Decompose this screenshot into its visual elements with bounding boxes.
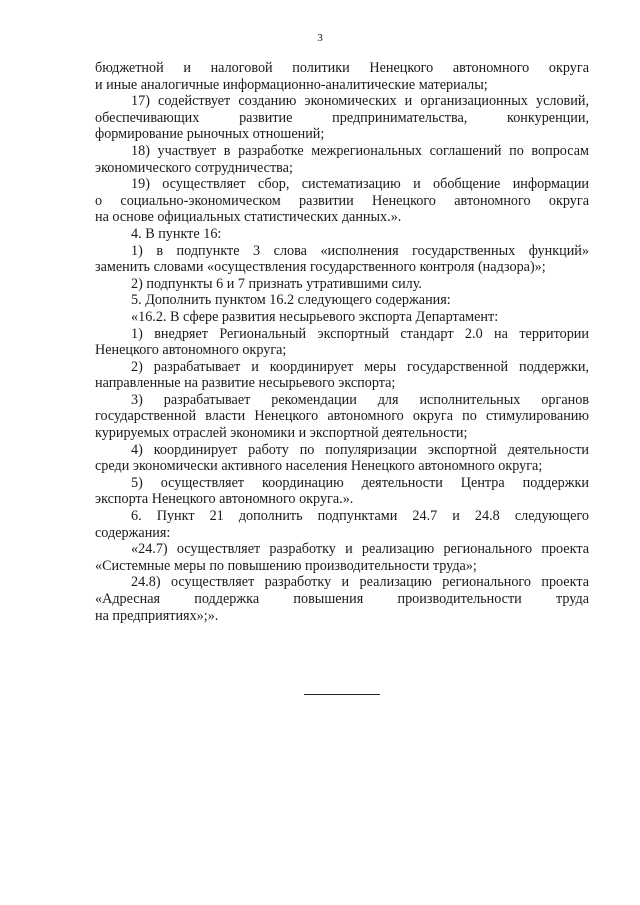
- text-line: Ненецкого автономного округа;: [95, 342, 287, 359]
- text-line: 3) разрабатывает рекомендации для исполнительных органов: [131, 391, 589, 408]
- text-line: обеспечивающих развитие предпринимательства, конкуренции,: [95, 109, 589, 126]
- text-line: 2) разрабатывает и координирует меры государственной поддержки,: [131, 358, 589, 375]
- text-line: 2) подпункты 6 и 7 признать утратившими силу.: [131, 275, 422, 292]
- text-line: 17) содействует созданию экономических и организационных условий,: [131, 93, 589, 110]
- text-line: 5. Дополнить пунктом 16.2 следующего содержания:: [131, 292, 451, 309]
- text-line: «Адресная поддержка повышения производительности труда: [95, 591, 589, 607]
- text-line: 4) координирует работу по популяризации экспортной деятельности: [131, 441, 589, 458]
- text-line: 19) осуществляет сбор, систематизацию и обобщение информации: [131, 176, 589, 193]
- text-line: 4. В пункте 16:: [131, 225, 222, 242]
- text-line: «24.7) осуществляет разработку и реализацию регионального проекта: [131, 541, 589, 558]
- text-line: экономического сотрудничества;: [95, 159, 293, 176]
- text-line: «Системные меры по повышению производительности труда»;: [95, 557, 477, 574]
- text-line: о социально-экономическом развитии Ненецкого автономного округа: [95, 192, 589, 209]
- text-line: 18) участвует в разработке межрегиональных соглашений по вопросам: [131, 142, 589, 159]
- text-line: 5) осуществляет координацию деятельности Центра поддержки: [131, 474, 589, 491]
- text-line: 1) в подпункте 3 слова «исполнения государственных функций»: [131, 242, 589, 259]
- text-line: среди экономически активного населения Ненецкого автономного округа;: [95, 458, 543, 475]
- page-number: 3: [317, 32, 323, 44]
- text-line: содержания:: [95, 524, 171, 541]
- text-line: бюджетной и налоговой политики Ненецкого автономного округа: [95, 60, 589, 76]
- text-line: курируемых отраслей экономики и экспортной деятельности;: [95, 425, 468, 442]
- text-line: формирование рыночных отношений;: [95, 126, 325, 143]
- text-line: 24.8) осуществляет разработку и реализацию регионального проекта: [131, 574, 589, 591]
- text-line: на предприятиях»;».: [95, 607, 219, 624]
- text-line: 6. Пункт 21 дополнить подпунктами 24.7 и 24.8 следующего: [131, 508, 589, 525]
- text-line: на основе официальных статистических данных.».: [95, 209, 402, 226]
- text-line: «16.2. В сфере развития несырьевого экспорта Департамент:: [131, 308, 499, 325]
- text-line: и иные аналогичные информационно-аналитические материалы;: [95, 76, 488, 93]
- text-line: 1) внедряет Региональный экспортный стандарт 2.0 на территории: [131, 325, 589, 342]
- end-of-text-rule: [304, 694, 380, 695]
- document-body: [95, 60, 589, 624]
- text-line: экспорта Ненецкого автономного округа.».: [95, 491, 354, 508]
- text-line: государственной власти Ненецкого автономного округа по стимулированию: [95, 408, 589, 425]
- text-line: заменить словами «осуществления государственного контроля (надзора)»;: [95, 259, 546, 276]
- text-line: направленные на развитие несырьевого экспорта;: [95, 375, 396, 392]
